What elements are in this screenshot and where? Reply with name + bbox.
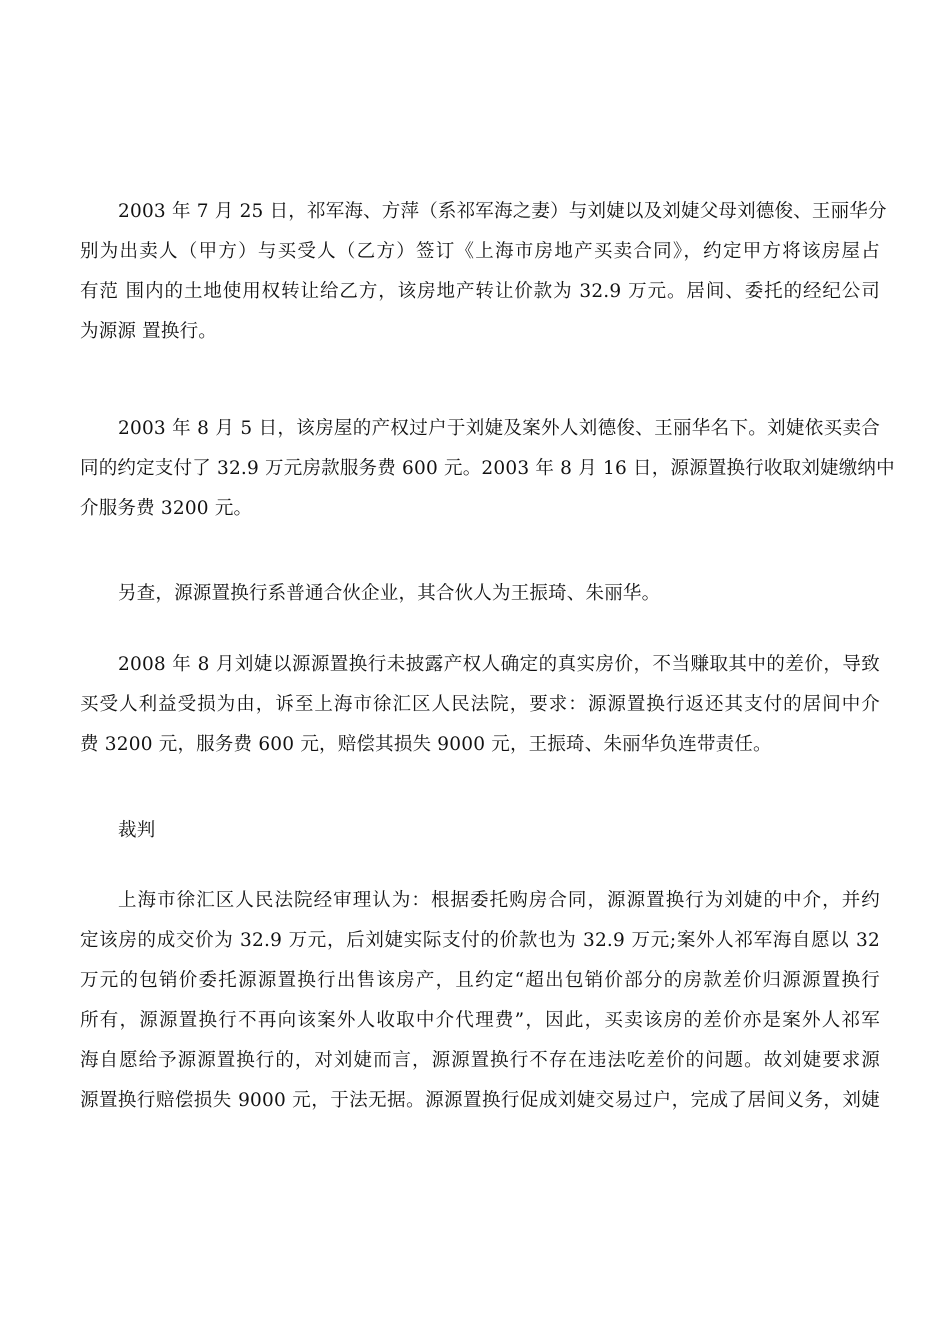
text-line: 别为出卖人（甲方）与买受人（乙方）签订《上海市房地产买卖合同》，约定甲方将该房屋占 (80, 241, 880, 262)
paragraph-partnership (80, 574, 880, 614)
text-line: 费 3200 元，服务费 600 元，赔偿其损失 9000 元，王振琦、朱丽华负连带责任。 (80, 734, 772, 755)
text-line: 买受人利益受损为由，诉至上海市徐汇区人民法院，要求：源源置换行返还其支付的居间中介 (80, 694, 880, 715)
section-heading: 裁判 (118, 820, 156, 841)
text-line: 所有，源源置换行不再向该案外人收取中介代理费”，因此，买卖该房的差价亦是案外人祁军 (80, 1010, 880, 1031)
section-heading-judgment (80, 811, 880, 851)
text-line: 介服务费 3200 元。 (80, 498, 253, 519)
paragraph-court-ruling (80, 881, 880, 1121)
text-line: 2008 年 8 月刘婕以源源置换行未披露产权人确定的真实房价，不当赚取其中的差价，导致 (118, 654, 880, 675)
text-line: 定该房的成交价为 32.9 万元，后刘婕实际支付的价款也为 32.9 万元;案外人祁军海自愿以 32 (80, 930, 880, 951)
text-line: 2003 年 7 月 25 日，祁军海、方萍（系祁军海之妻）与刘婕以及刘婕父母刘德俊、王丽华分 (118, 201, 887, 222)
text-line: 源置换行赔偿损失 9000 元，于法无据。源源置换行促成刘婕交易过户，完成了居间义务，刘婕 (80, 1090, 880, 1111)
text-line: 万元的包销价委托源源置换行出售该房产，且约定“超出包销价部分的房款差价归源源置换行 (80, 970, 880, 991)
paragraph-lawsuit (80, 645, 880, 765)
text-line: 另查，源源置换行系普通合伙企业，其合伙人为王振琦、朱丽华。 (118, 583, 661, 604)
text-line: 海自愿给予源源置换行的，对刘婕而言，源源置换行不存在违法吃差价的问题。故刘婕要求源 (80, 1050, 880, 1071)
paragraph-contract-signing (80, 192, 887, 352)
paragraph-title-transfer (80, 409, 895, 529)
text-line: 为源源 置换行。 (80, 321, 217, 342)
text-line: 同的约定支付了 32.9 万元房款服务费 600 元。2003 年 8 月 16 日，源源置换行收取刘婕缴纳中 (80, 458, 895, 479)
text-line: 上海市徐汇区人民法院经审理认为：根据委托购房合同，源源置换行为刘婕的中介，并约 (118, 890, 880, 911)
text-line: 2003 年 8 月 5 日，该房屋的产权过户于刘婕及案外人刘德俊、王丽华名下。刘婕依买卖合 (118, 418, 880, 439)
text-line: 有范 围内的土地使用权转让给乙方，该房地产转让价款为 32.9 万元。居间、委托的经纪公司 (80, 281, 880, 302)
